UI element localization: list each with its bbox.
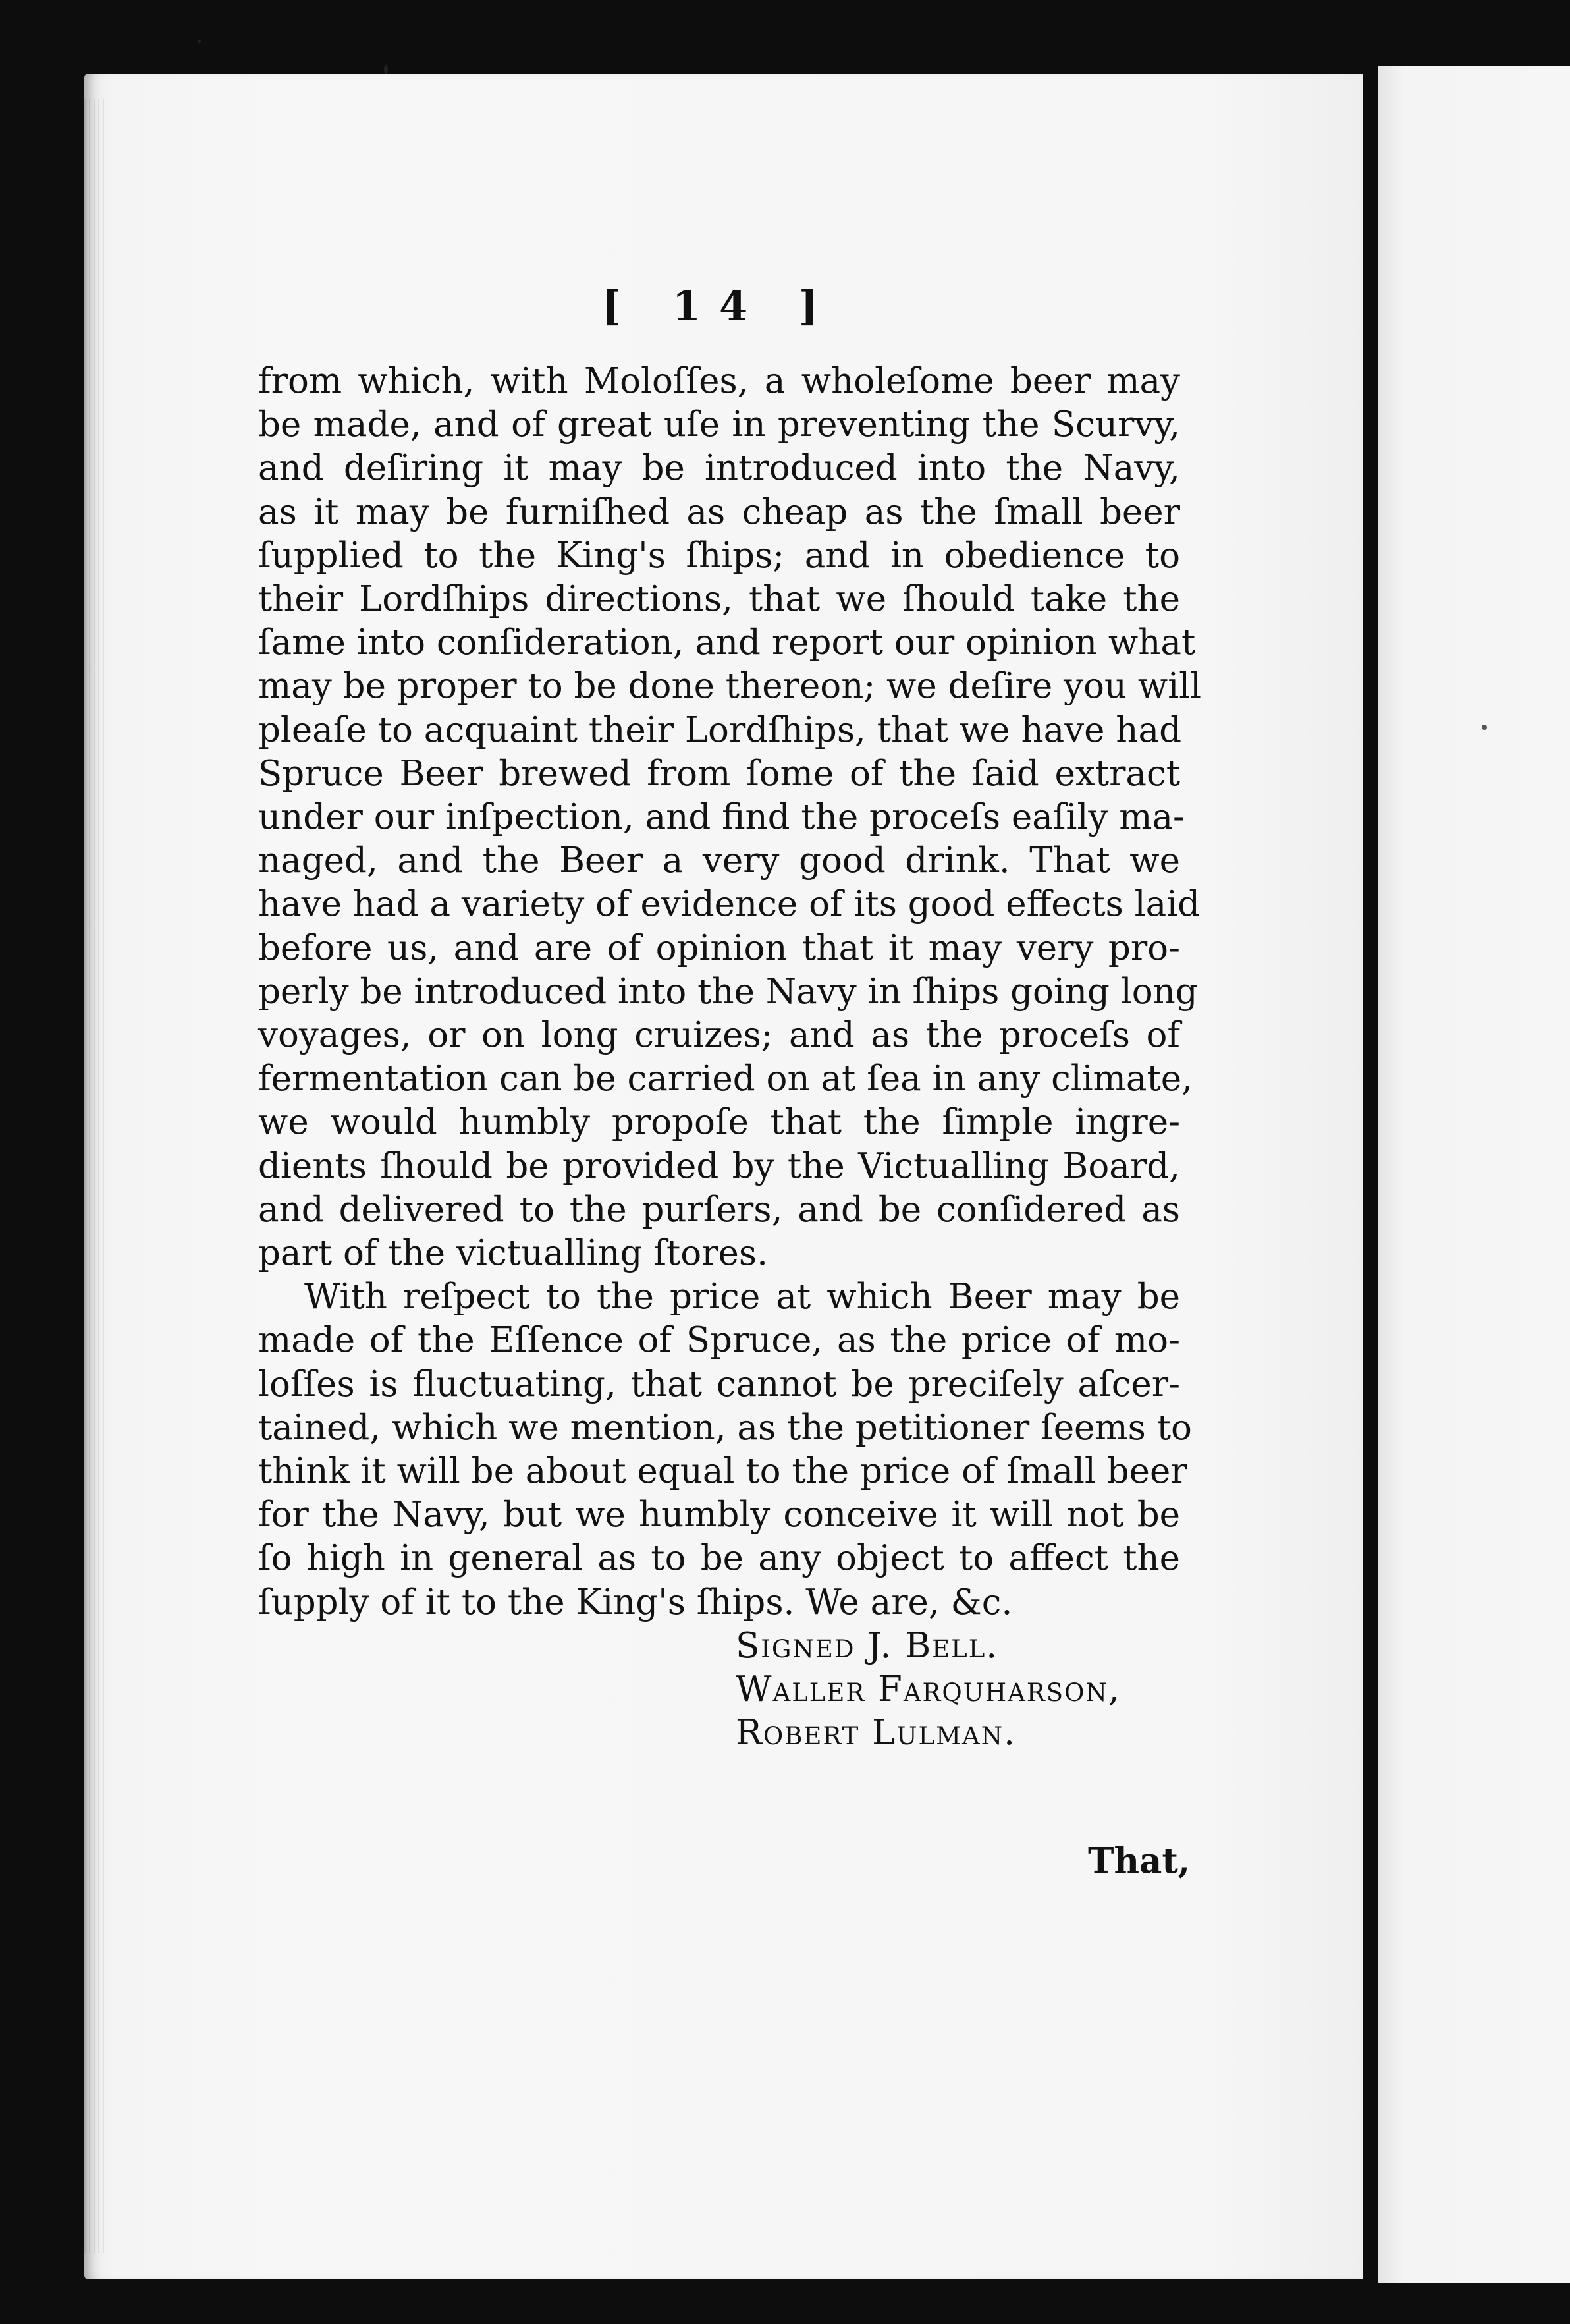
text-line: we would humbly propoſe that the ſimple ingre- xyxy=(258,1102,1180,1143)
text-line: pleaſe to acquaint their Lordſhips, that we have had xyxy=(258,709,1182,750)
text-line: before us, and are of opinion that it may very pro- xyxy=(258,927,1180,968)
text-line: dients ſhould be provided by the Victualling Board, xyxy=(258,1146,1180,1186)
book-gutter xyxy=(1363,71,1378,2284)
text-line: Spruce Beer brewed from ſome of the ſaid extract xyxy=(258,753,1180,794)
text-line: part of the victualling ſtores. xyxy=(258,1233,768,1273)
right-page xyxy=(1378,66,1570,2282)
text-line: loſſes is fluctuating, that cannot be preciſely aſcer- xyxy=(258,1364,1180,1404)
signature-line: Signed J. Bell. xyxy=(736,1625,999,1666)
text-line: ſupplied to the King's ſhips; and in obedience to xyxy=(258,535,1180,576)
page-number: [ 14 ] xyxy=(601,282,837,330)
text-line: think it will be about equal to the price of ſmall beer xyxy=(258,1451,1187,1491)
text-line: and deſiring it may be introduced into the Navy, xyxy=(258,448,1180,489)
text-line: their Lordſhips directions, that we ſhould take the xyxy=(258,579,1180,619)
text-line: voyages, or on long cruizes; and as the proceſs of xyxy=(258,1015,1180,1055)
text-line: ſupply of it to the King's ſhips. We are, &c. xyxy=(258,1582,1013,1622)
text-line: ſo high in general as to be any object to affect the xyxy=(258,1538,1180,1579)
ink-speck xyxy=(198,40,201,43)
text-line: be made, and of great uſe in preventing the Scurvy, xyxy=(258,404,1180,445)
text-line: and delivered to the purſers, and be conſidered as xyxy=(258,1189,1180,1230)
text-line: as it may be furniſhed as cheap as the ſmall beer xyxy=(258,491,1180,532)
text-line: from which, with Moloſſes, a wholeſome beer may xyxy=(258,361,1180,401)
text-line: With reſpect to the price at which Beer may be xyxy=(304,1277,1180,1317)
text-line: for the Navy, but we humbly conceive it will not be xyxy=(258,1495,1180,1536)
text-line: may be proper to be done thereon; we deſire you will xyxy=(258,666,1202,707)
signature-line: Robert Lulman. xyxy=(736,1713,1016,1754)
ink-speck xyxy=(384,65,388,74)
signature-line: Waller Farquharson, xyxy=(736,1669,1121,1709)
page-stack-edge xyxy=(84,99,107,2253)
text-line: tained, which we mention, as the petitioner ſeems to xyxy=(258,1407,1192,1448)
text-line: under our inſpection, and find the proceſs eaſily ma- xyxy=(258,797,1185,837)
text-line: ſame into conſideration, and report our opinion what xyxy=(258,622,1196,663)
text-line: fermentation can be carried on at ſea in any climate, xyxy=(258,1059,1193,1099)
text-line: made of the Eſſence of Spruce, as the price of mo- xyxy=(258,1320,1180,1361)
text-line: perly be introduced into the Navy in ſhips going long xyxy=(258,971,1198,1012)
catchword: That, xyxy=(1088,1840,1191,1881)
text-line: naged, and the Beer a very good drink. That we xyxy=(258,841,1180,881)
ink-speck xyxy=(1482,725,1487,730)
text-line: have had a variety of evidence of its good effects laid xyxy=(258,884,1201,925)
